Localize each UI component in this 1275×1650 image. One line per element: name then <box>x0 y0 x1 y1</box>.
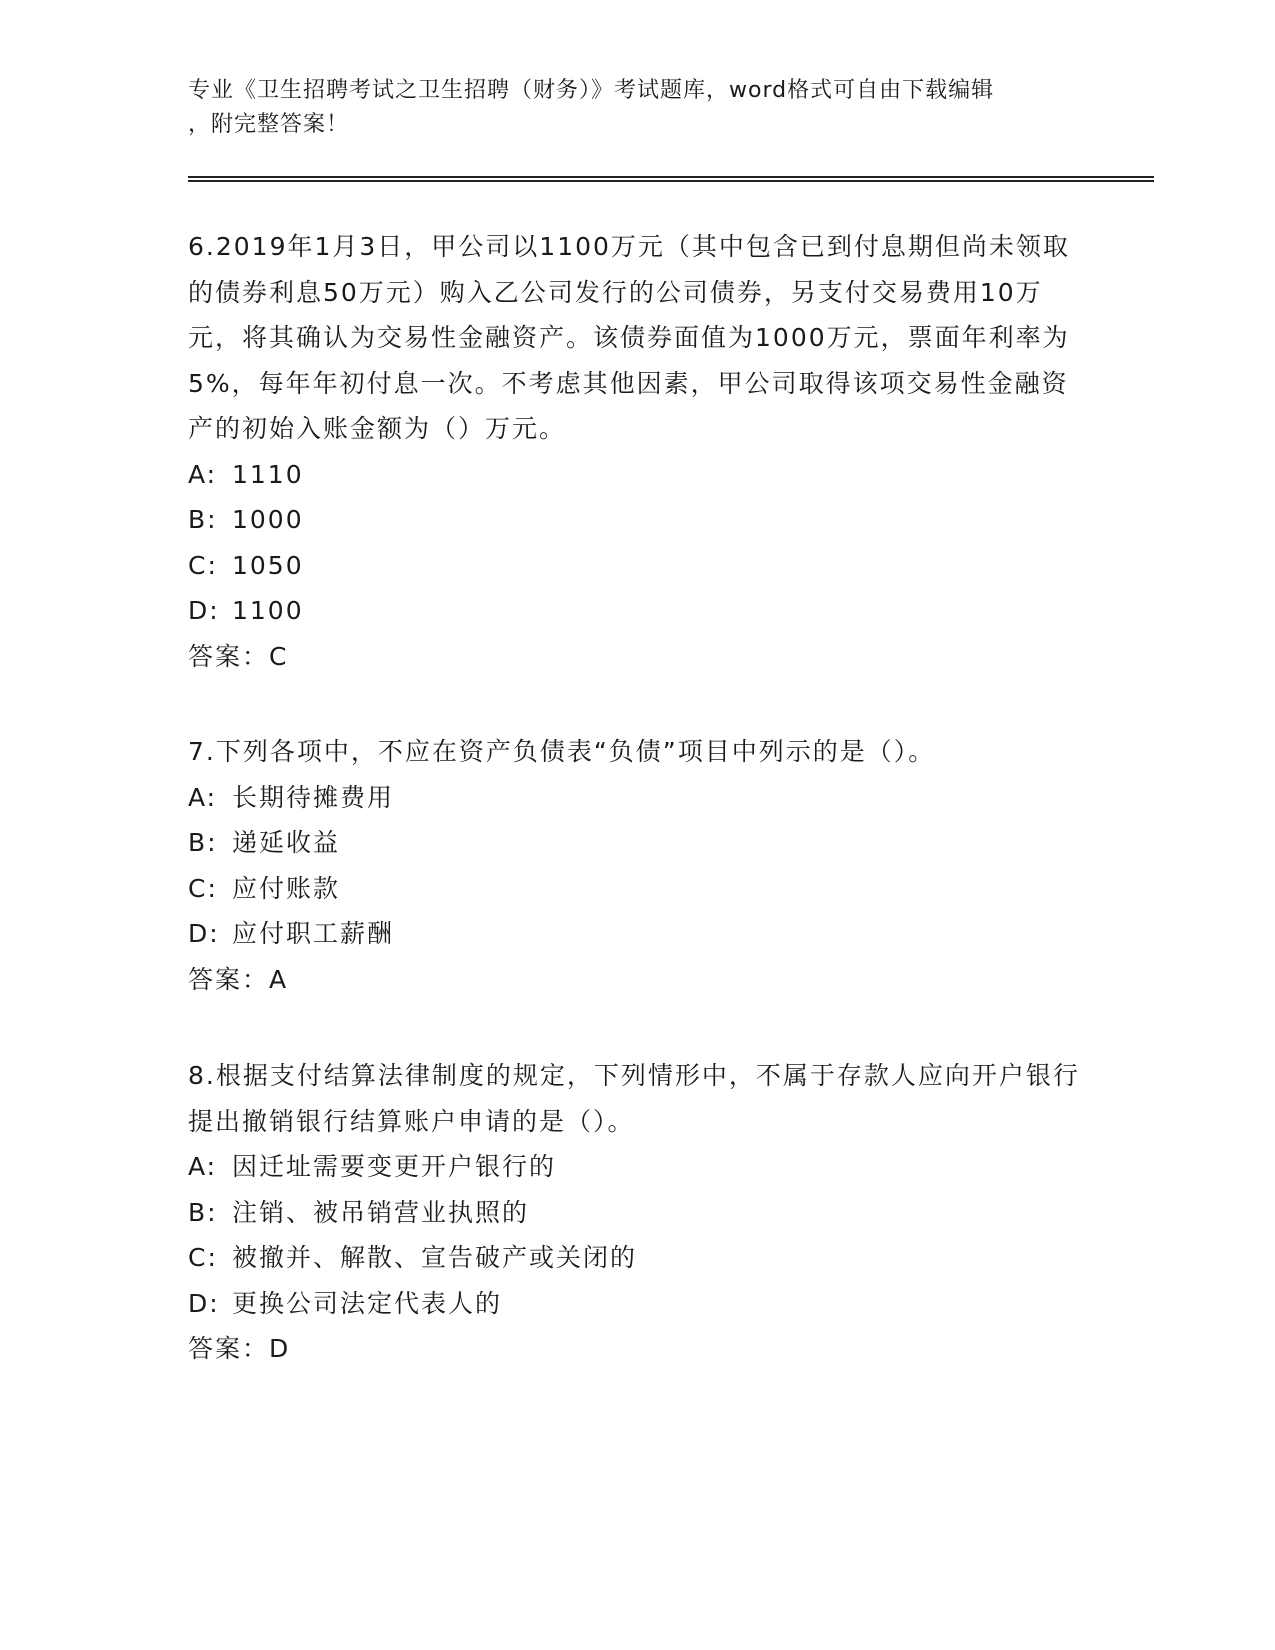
option-a <box>188 1144 1088 1190</box>
option-text: 1100 <box>232 596 304 625</box>
option-text: 更换公司法定代表人的 <box>232 1288 503 1318</box>
option-text: 递延收益 <box>232 828 341 857</box>
option-text: 1110 <box>232 459 304 489</box>
option-text: 应付职工薪酬 <box>232 919 395 948</box>
option-letter: A: <box>188 1152 218 1181</box>
option-c <box>188 866 1088 912</box>
question-stem: 8.根据支付结算法律制度的规定，下列情形中，不属于存款人应向开户银行提出撤销银行结算账户申请的是（）。 <box>188 1061 1080 1136</box>
option-text: 因迁址需要变更开户银行的 <box>232 1152 557 1181</box>
option-a <box>188 452 1088 498</box>
option-text: 应付账款 <box>232 873 341 903</box>
answer-line: 答案：C <box>188 641 289 671</box>
header-line-2: ，附完整答案！ <box>188 112 350 137</box>
question-stem: 6.2019年1月3日，甲公司以1100万元（其中包含已到付息期但尚未领取的债券利息50万元）购入乙公司发行的公司债券，另支付交易费用10万元，将其确认为交易性金融资产。该债券面值为1000万元，票面年利率为5%，每年年初付息一次。不考虑其他因素，甲公司取得该项交易性金融资产的初始入账金额为（）万元。 <box>188 232 1070 443</box>
header-double-rule <box>188 176 1154 182</box>
option-letter: A: <box>188 782 218 812</box>
option-letter: B: <box>188 505 218 534</box>
document-header <box>188 74 1088 142</box>
option-letter: C: <box>188 1243 218 1272</box>
option-d <box>188 1281 1088 1327</box>
option-c <box>188 543 1088 589</box>
option-letter: B: <box>188 1197 218 1227</box>
option-letter: A: <box>188 459 218 489</box>
question-8 <box>188 1053 1088 1372</box>
header-line-1: 专业《卫生招聘考试之卫生招聘（财务）》考试题库，word格式可自由下载编辑 <box>188 78 995 103</box>
option-d <box>188 911 1088 957</box>
option-b <box>188 497 1088 543</box>
answer-line: 答案：D <box>188 1334 291 1363</box>
question-7 <box>188 729 1088 1002</box>
question-6 <box>188 224 1088 679</box>
option-text: 1000 <box>232 505 304 534</box>
answer-line: 答案：A <box>188 964 289 994</box>
option-b <box>188 1190 1088 1236</box>
option-text: 注销、被吊销营业执照的 <box>232 1197 530 1227</box>
option-letter: D: <box>188 919 220 948</box>
option-text: 被撤并、解散、宣告破产或关闭的 <box>232 1243 638 1272</box>
question-stem: 7.下列各项中，不应在资产负债表“负债”项目中列示的是（）。 <box>188 737 936 766</box>
option-text: 长期待摊费用 <box>232 782 395 812</box>
option-c <box>188 1235 1088 1281</box>
option-b <box>188 820 1088 866</box>
option-letter: B: <box>188 828 218 857</box>
option-text: 1050 <box>232 550 304 580</box>
option-letter: D: <box>188 1288 220 1318</box>
option-letter: C: <box>188 873 218 903</box>
option-d <box>188 588 1088 634</box>
option-a <box>188 775 1088 821</box>
option-letter: C: <box>188 550 218 580</box>
option-letter: D: <box>188 596 220 625</box>
